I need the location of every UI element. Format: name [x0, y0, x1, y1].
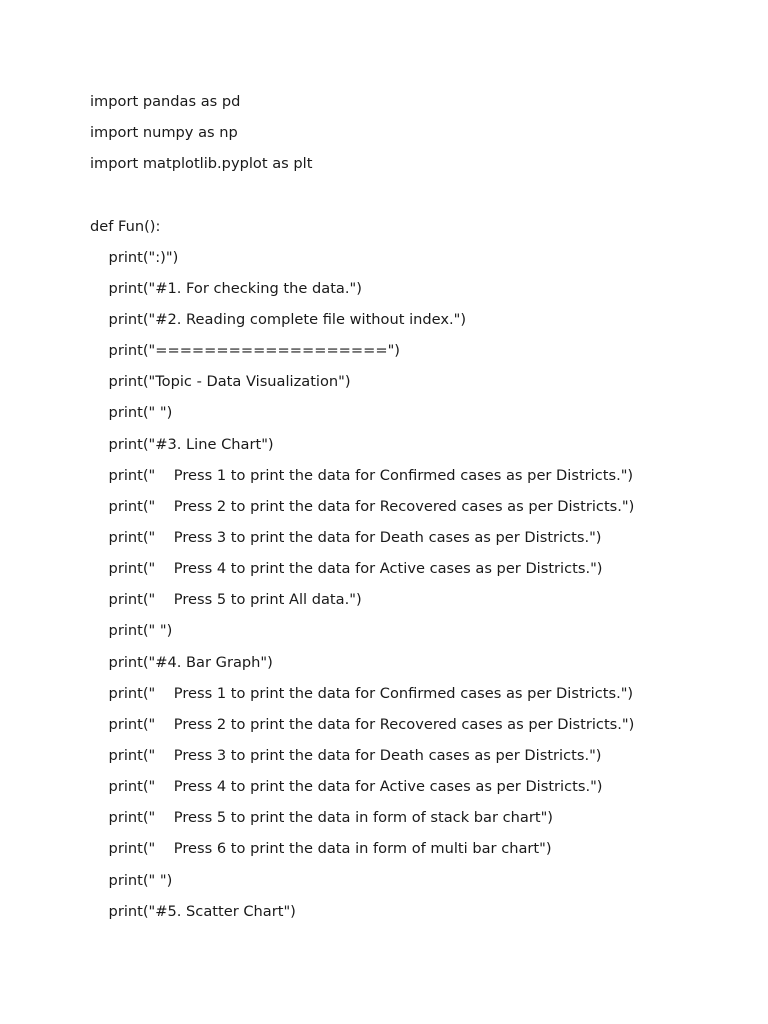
code-line: print(" ") [90, 622, 173, 640]
code-line: print(" Press 3 to print the data for Death cases as per Districts.") [90, 528, 602, 546]
code-line: print(" Press 2 to print the data for Recovered cases as per Districts.") [90, 497, 635, 515]
code-block [90, 90, 750, 931]
code-line: print("===================") [90, 342, 400, 360]
code-line: print(" ") [90, 871, 173, 889]
code-line: print(" Press 1 to print the data for Confirmed cases as per Districts.") [90, 466, 634, 484]
code-line: print(" Press 3 to print the data for Death cases as per Districts.") [90, 746, 602, 764]
code-line: print("#2. Reading complete file without index.") [90, 310, 467, 328]
code-line: print(":)") [90, 248, 179, 266]
code-line: import pandas as pd [90, 93, 241, 110]
code-line: import matplotlib.pyplot as plt [90, 155, 313, 173]
code-line: print(" Press 4 to print the data for Active cases as per Districts.") [90, 778, 603, 796]
code-line: print(" Press 6 to print the data in form of multi bar chart") [90, 840, 552, 858]
code-line: print(" ") [90, 404, 173, 422]
blank-line [90, 183, 750, 214]
code-line: print(" Press 5 to print the data in form of stack bar chart") [90, 809, 553, 827]
code-line: print("#1. For checking the data.") [90, 279, 362, 297]
code-line: print("#4. Bar Graph") [90, 653, 273, 671]
code-line: print(" Press 2 to print the data for Recovered cases as per Districts.") [90, 715, 635, 733]
code-line: def Fun(): [90, 217, 161, 235]
code-line: print("Topic - Data Visualization") [90, 373, 351, 391]
code-line: print("#3. Line Chart") [90, 435, 274, 453]
code-line: import numpy as np [90, 124, 238, 142]
code-line: print("#5. Scatter Chart") [90, 902, 296, 920]
code-line: print(" Press 4 to print the data for Active cases as per Districts.") [90, 560, 603, 578]
code-line: print(" Press 1 to print the data for Confirmed cases as per Districts.") [90, 684, 634, 702]
code-line: print(" Press 5 to print All data.") [90, 591, 362, 609]
